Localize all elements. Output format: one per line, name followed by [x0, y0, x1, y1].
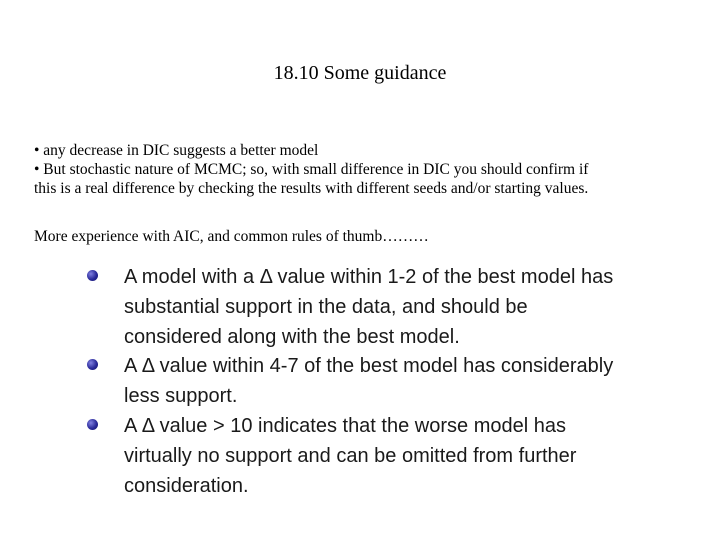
paragraph-mcmc-line-1: • But stochastic nature of MCMC; so, with small difference in DIC you should confirm if — [34, 161, 589, 178]
paragraph-dic-decrease: • any decrease in DIC suggests a better model — [34, 142, 319, 159]
bullet-dot-icon — [87, 270, 98, 281]
slide-title: 18.10 Some guidance — [273, 62, 447, 84]
paragraph-mcmc-line-2: this is a real difference by checking the results with different seeds and/or starting values. — [34, 180, 589, 197]
bullet-dot-icon — [87, 359, 98, 370]
bullet-text: A Δ value within 4-7 of the best model has considerably less support. — [124, 355, 614, 407]
bullet-text: A Δ value > 10 indicates that the worse model has virtually no support and can be omitted from further consideration. — [124, 415, 577, 497]
paragraph-aic-rules: More experience with AIC, and common rules of thumb……… — [34, 228, 429, 245]
rules-of-thumb-image — [84, 262, 644, 502]
bullet-dot-icon — [87, 419, 98, 430]
bullet-text: A model with a Δ value within 1-2 of the best model has substantial support in the data, and should be considered along with the best model. — [124, 266, 614, 348]
